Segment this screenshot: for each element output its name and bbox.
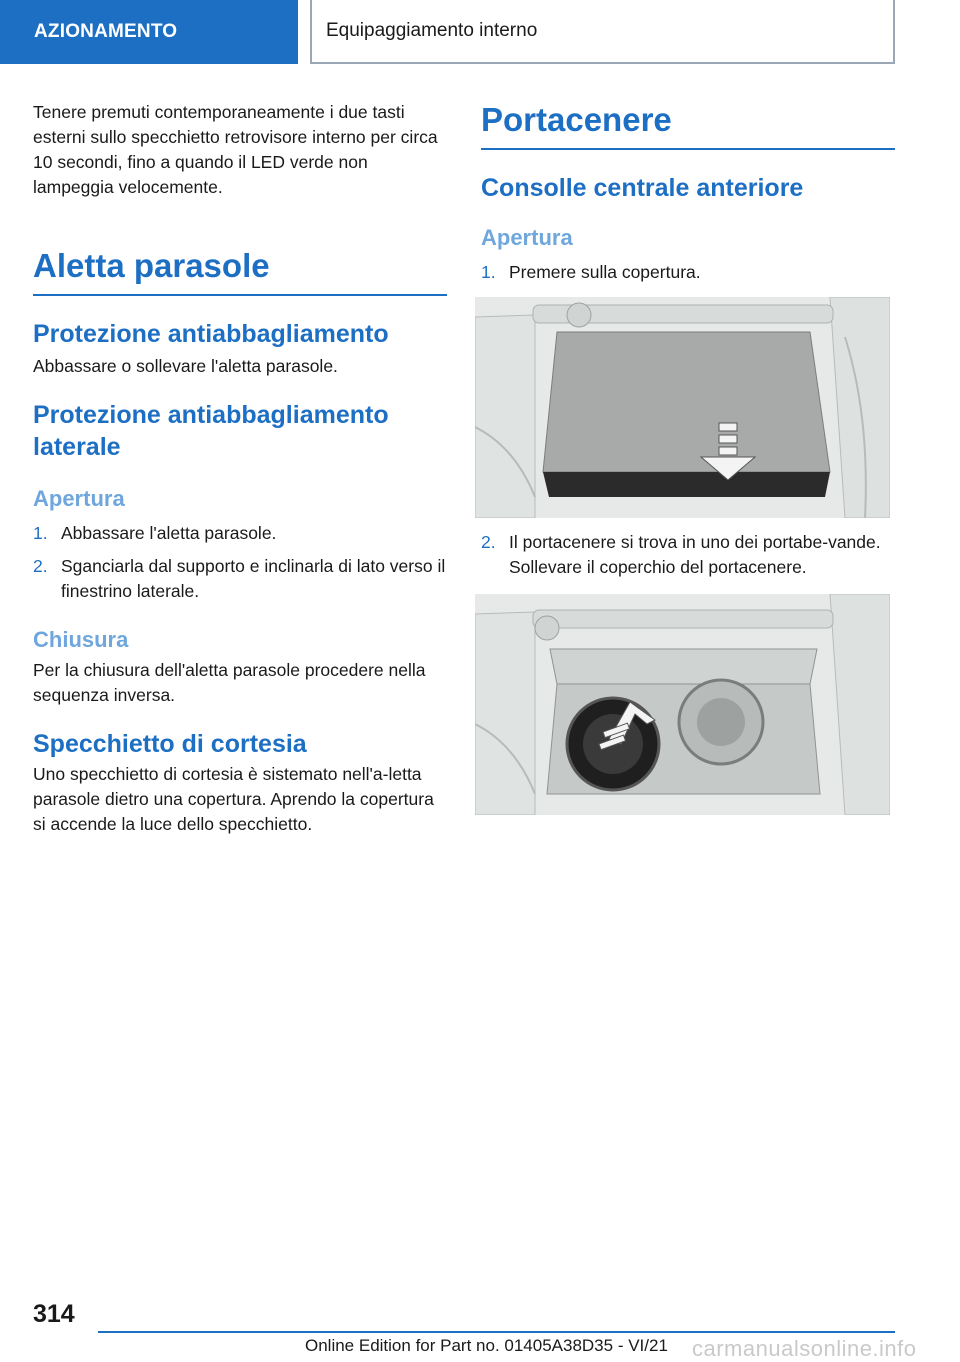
list-item [33,521,447,546]
console-heading: Consolle centrale anteriore [481,174,804,202]
closing-text: Per la chiusura dell'aletta parasole procedere nella sequenza inversa. [33,660,426,705]
opening-heading: Apertura [33,486,125,511]
console-cover-drawing [475,297,890,518]
ashtray-drawing [475,594,890,815]
step-text: Premere sulla copertura. [509,262,701,282]
footer-divider [98,1331,895,1333]
closing-heading: Chiusura [33,627,129,652]
right-opening-heading: Apertura [481,225,573,250]
ashtray-illustration [475,594,890,815]
vanity-mirror-heading: Specchietto di cortesia [33,730,307,758]
chapter-tab [0,0,298,64]
right-column [481,100,895,815]
glare-protection-text: Abbassare o sollevare l'aletta parasole. [33,356,338,376]
page-number: 314 [33,1300,75,1328]
glare-protection-heading: Protezione antiabbagliamento [33,320,389,348]
edition-info: Online Edition for Part no. 01405A38D35 - VI/21 [305,1336,668,1355]
list-item [481,260,895,285]
right-step-2 [481,530,895,580]
section-title: Equipaggiamento interno [326,20,538,41]
chapter-title: AZIONAMENTO [34,21,178,42]
step-number: 2. [33,556,48,576]
watermark: carmanualsonline.info [692,1336,917,1361]
list-item [481,530,895,580]
aletta-parasole-title: Aletta parasole [33,246,447,296]
right-step-1 [481,260,895,285]
step-number: 1. [481,262,496,282]
step-number: 1. [33,523,48,543]
step-text: Abbassare l'aletta parasole. [61,523,277,543]
cover-press-illustration [475,297,890,518]
opening-steps [33,521,447,604]
portacenere-title: Portacenere [481,100,895,150]
step-text: Sganciarla dal supporto e inclinarla di lato verso il finestrino laterale. [61,556,446,601]
step-text: Il portacenere si trova in uno dei portabe‐vande. Sollevare il coperchio del portacenere. [509,532,881,577]
list-item [33,554,447,604]
side-glare-heading: Protezione antiabbagliamento laterale [33,401,389,461]
vanity-mirror-text: Uno specchietto di cortesia è sistemato nell'a‐letta parasole dietro una copertura. Aprendo la copertura si accende la luce dello specchietto. [33,764,434,834]
step-number: 2. [481,532,496,552]
left-column [33,100,447,837]
section-header [310,0,895,64]
intro-paragraph: Tenere premuti contemporaneamente i due tasti esterni sullo specchietto retrovisore interno per circa 10 secondi, fino a quando il LED verde non lampeggia velocemente. [33,102,438,197]
